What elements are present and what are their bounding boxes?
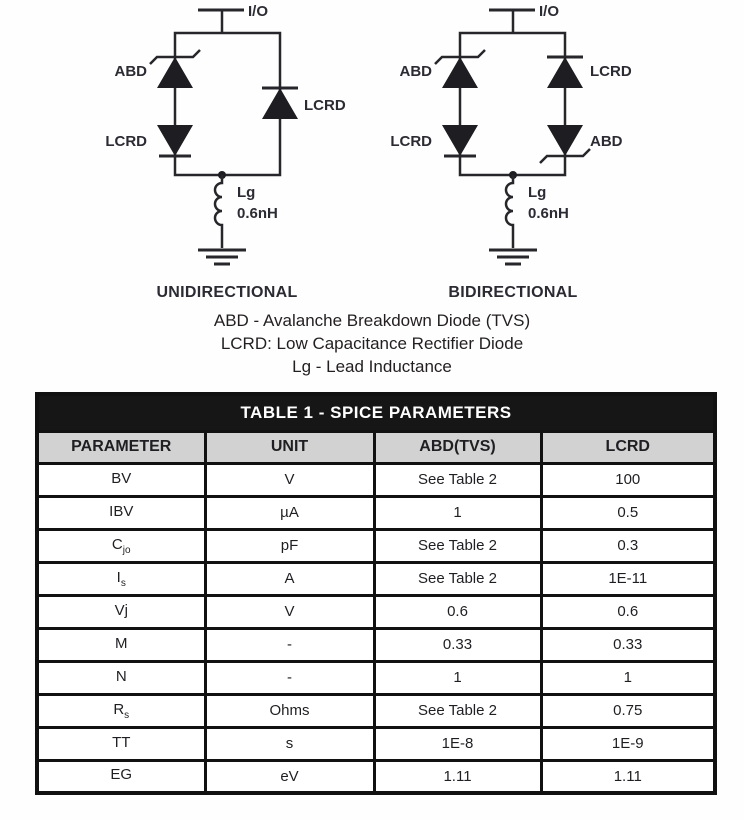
- ground-symbol: [489, 250, 537, 264]
- lcrd-value-cell: 0.75: [541, 694, 715, 727]
- unit-cell: Ohms: [205, 694, 374, 727]
- io-label: I/O: [539, 3, 560, 20]
- param-name: EG: [110, 766, 133, 784]
- unit-cell: pF: [205, 529, 374, 562]
- param-cell: [37, 760, 205, 793]
- lcrd-label: LCRD: [390, 133, 432, 150]
- abd-label: ABD: [114, 63, 147, 80]
- unit-cell: -: [205, 661, 374, 694]
- circuit-caption: UNIDIRECTIONAL: [156, 284, 298, 301]
- param-subscript: s: [120, 577, 126, 589]
- col-header-unit: UNIT: [205, 431, 374, 463]
- param-cell: [37, 529, 205, 562]
- io-terminal: [198, 10, 244, 33]
- table-row: [37, 595, 715, 628]
- abd-label: ABD: [399, 63, 432, 80]
- table-row: [37, 628, 715, 661]
- param-name: Vj: [114, 601, 128, 619]
- table-title: TABLE 1 - SPICE PARAMETERS: [37, 394, 715, 431]
- lcrd-diode-icon: [157, 125, 193, 156]
- lcrd-diode-icon: [442, 125, 478, 156]
- param-cell: [37, 661, 205, 694]
- lcrd-value-cell: 1.11: [541, 760, 715, 793]
- table-row: [37, 760, 715, 793]
- abd-value-cell: 1: [374, 661, 541, 694]
- unit-cell: s: [205, 727, 374, 760]
- param-name: N: [115, 667, 127, 685]
- lcrd-value-cell: 0.6: [541, 595, 715, 628]
- lcrd-diode-icon: [262, 88, 298, 119]
- circuit-wire-loop: [175, 33, 280, 175]
- table-row: [37, 529, 715, 562]
- table-row: [37, 727, 715, 760]
- table-row: [37, 694, 715, 727]
- lcrd-value-cell: 0.5: [541, 496, 715, 529]
- unit-cell: µA: [205, 496, 374, 529]
- param-name: BV: [111, 469, 132, 487]
- circuit-wire-loop: [460, 33, 565, 175]
- table-header-row: [37, 431, 715, 463]
- inductor-value-label: 0.6nH: [528, 205, 569, 222]
- lcrd-label: LCRD: [304, 97, 346, 114]
- param-name: TT: [112, 733, 131, 751]
- lcrd-value-cell: 100: [541, 463, 715, 496]
- legend-line-lg: Lg - Lead Inductance: [292, 357, 452, 376]
- table-row: [37, 496, 715, 529]
- table-row: [37, 562, 715, 595]
- abd-value-cell: See Table 2: [374, 463, 541, 496]
- lcrd-label: LCRD: [105, 133, 147, 150]
- param-name: M: [115, 634, 128, 652]
- abd-value-cell: 0.33: [374, 628, 541, 661]
- lcrd-value-cell: 1E-9: [541, 727, 715, 760]
- ground-symbol: [198, 250, 246, 264]
- inductor-value-label: 0.6nH: [237, 205, 278, 222]
- abd-value-cell: See Table 2: [374, 694, 541, 727]
- param-subscript: s: [124, 709, 130, 721]
- col-header-lcrd: LCRD: [541, 431, 715, 463]
- io-label: I/O: [248, 3, 269, 20]
- bidirectional-circuit: [390, 3, 631, 301]
- inductor-symbol: [506, 175, 513, 248]
- legend-line-lcrd: LCRD: Low Capacitance Rectifier Diode: [220, 334, 524, 353]
- param-cell: [37, 595, 205, 628]
- io-terminal: [489, 10, 535, 33]
- unit-cell: eV: [205, 760, 374, 793]
- lcrd-value-cell: 1E-11: [541, 562, 715, 595]
- param-cell: [37, 628, 205, 661]
- unit-cell: -: [205, 628, 374, 661]
- unit-cell: V: [205, 595, 374, 628]
- param-name: IBV: [109, 502, 134, 520]
- circuit-caption: BIDIRECTIONAL: [448, 284, 578, 301]
- param-cell: [37, 727, 205, 760]
- unidirectional-circuit: [105, 3, 345, 301]
- abd-value-cell: 1.11: [374, 760, 541, 793]
- abd-value-cell: 1: [374, 496, 541, 529]
- lcrd-value-cell: 0.3: [541, 529, 715, 562]
- table-title-row: [37, 394, 715, 431]
- circuit-diagrams: [0, 0, 744, 305]
- col-header-parameter: PARAMETER: [37, 431, 205, 463]
- param-cell: [37, 562, 205, 595]
- table-row: [37, 463, 715, 496]
- param-name: I: [116, 568, 121, 586]
- abd-value-cell: See Table 2: [374, 562, 541, 595]
- spice-parameters-table: [35, 392, 717, 795]
- abd-value-cell: See Table 2: [374, 529, 541, 562]
- col-header-abd-tvs: ABD(TVS): [374, 431, 541, 463]
- lcrd-label: LCRD: [590, 63, 632, 80]
- inductor-name-label: Lg: [528, 184, 547, 201]
- inductor-symbol: [215, 175, 222, 248]
- param-cell: [37, 496, 205, 529]
- unit-cell: A: [205, 562, 374, 595]
- abd-value-cell: 1E-8: [374, 727, 541, 760]
- legend-line-abd: ABD - Avalanche Breakdown Diode (TVS): [213, 311, 531, 330]
- param-cell: [37, 463, 205, 496]
- lcrd-value-cell: 0.33: [541, 628, 715, 661]
- param-name: C: [111, 535, 123, 553]
- table-row: [37, 661, 715, 694]
- lcrd-value-cell: 1: [541, 661, 715, 694]
- legend: [0, 309, 744, 378]
- abd-label: ABD: [590, 133, 623, 150]
- param-subscript: jo: [122, 544, 131, 556]
- param-cell: [37, 694, 205, 727]
- unit-cell: V: [205, 463, 374, 496]
- param-name: R: [113, 700, 125, 718]
- inductor-name-label: Lg: [237, 184, 256, 201]
- abd-value-cell: 0.6: [374, 595, 541, 628]
- lcrd-diode-icon: [547, 57, 583, 88]
